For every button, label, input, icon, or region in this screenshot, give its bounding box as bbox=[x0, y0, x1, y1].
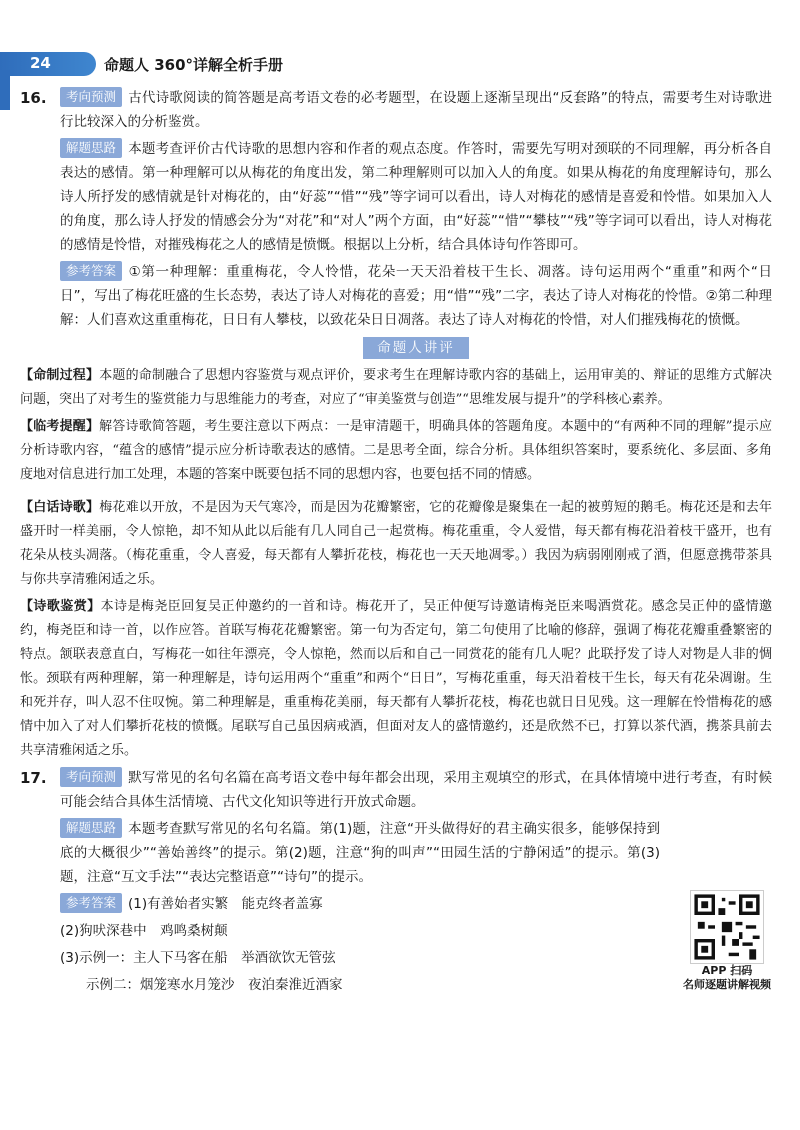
vernacular-label: 【白话诗歌】 bbox=[20, 500, 100, 515]
forecast-paragraph bbox=[60, 766, 772, 814]
tag-approach: 解题思路 bbox=[60, 818, 122, 838]
approach-text: 本题考查默写常见的名句名篇。第(1)题，注意“开头做得好的君主确实很多，能够保持到底的大概很少”“善始善终”的提示。第(2)题，注意“狗的叫声”“田园生活的宁静闲适”的提示。第(3)题，注意“互文手法”“表达完整语意”“诗句”的提示。 bbox=[60, 821, 660, 885]
question-number: 16. bbox=[20, 89, 47, 107]
question-17 bbox=[20, 766, 772, 997]
reminder-text: 解答诗歌简答题，考生要注意以下两点：一是审清题干，明确具体的答题角度。本题中的“有两种不同的理解”提示应分析诗歌内容，“蕴含的感情”提示应分析诗歌表达的感情。二是思考全面，综合分析。具体组织答案时，要系统化、多层面、多角度地对信息进行加工处理，本题的答案中既要包括不同的思想内容，也要包括不同的情感。 bbox=[20, 419, 772, 482]
question-number: 17. bbox=[20, 769, 47, 787]
question-16 bbox=[20, 86, 772, 332]
appreciation-label: 【诗歌鉴赏】 bbox=[20, 599, 101, 614]
approach-paragraph bbox=[60, 137, 772, 257]
qr-label-video: 名师逐题讲解视频 bbox=[683, 978, 771, 991]
process-label: 【命制过程】 bbox=[20, 368, 100, 383]
page-header bbox=[0, 40, 800, 90]
process-paragraph bbox=[20, 364, 772, 412]
reminder-paragraph bbox=[20, 415, 772, 487]
page-number-badge bbox=[0, 52, 96, 76]
tag-forecast: 考向预测 bbox=[60, 87, 122, 107]
answer-text: ①第一种理解：重重梅花，令人怜惜，花朵一天天沿着枝干生长、凋落。诗句运用两个“重重”和两个“日日”，写出了梅花旺盛的生长态势，表达了诗人对梅花的喜爱；用“惜”“残”二字，表达了诗人对梅花的怜惜。②第二种理解：人们喜欢这重重梅花，日日有人攀枝，以致花朵日日凋落。表达了诗人对梅花的怜惜，对人们摧残梅花的愤慨。 bbox=[60, 264, 772, 328]
tag-forecast: 考向预测 bbox=[60, 767, 122, 787]
tag-approach: 解题思路 bbox=[60, 138, 122, 158]
appreciation-paragraph bbox=[20, 595, 772, 763]
commentary-header bbox=[60, 336, 772, 360]
book-title: 命题人 360°详解全析手册 bbox=[104, 56, 284, 74]
page-number: 24 bbox=[30, 54, 51, 72]
tag-answer: 参考答案 bbox=[60, 261, 122, 281]
process-text: 本题的命制融合了思想内容鉴赏与观点评价，要求考生在理解诗歌内容的基础上，运用审美的、辩证的思维方式解决问题，突出了对考生的鉴赏能力与思维能力的考查，对应了“审美鉴赏与创造”“思维发展与提升”的学科核心素养。 bbox=[20, 368, 772, 407]
qr-code-graphic bbox=[691, 891, 763, 963]
forecast-text: 默写常见的名句名篇在高考语文卷中每年都会出现，采用主观填空的形式，在具体情境中进行考查，有时候可能会结合具体生活情境、古代文化知识等进行开放式命题。 bbox=[60, 770, 772, 810]
answer-3a: (3)示例一：主人下马客在船 举酒欲饮无管弦 bbox=[60, 950, 336, 966]
corner-decoration bbox=[0, 70, 10, 110]
appreciation-text: 本诗是梅尧臣回复吴正仲邀约的一首和诗。梅花开了，吴正仲便写诗邀请梅尧臣来喝酒赏花。感念吴正仲的盛情邀约，梅尧臣和诗一首，以作应答。首联写梅花花瓣繁密。第一句为否定句，第二句使用了比喻的修辞，强调了梅花花瓣重叠繁密的特点。颔联表意直白，写梅花一如往年漂亮，令人惊艳，然而以后和自己一同赏花的能有几人呢？此联抒发了诗人对物是人非的惆怅。颈联有两种理解，第一种理解是，诗句运用两个“重重”和两个“日日”，写梅花重重，每天沿着枝干生长，每天有花朵凋谢。生和死并存，叫人忍不住叹惋。第二种理解是，重重梅花美丽，每天都有人攀折花枝，梅花也就日日见残。这一理解在怜惜梅花的感情中加入了对人们攀折花枝的愤慨。尾联写自己虽因病戒酒，但面对友人的盛情邀约，还是欣然不已，打算以茶代酒，携茶具前去共享清雅闲适之乐。 bbox=[20, 599, 772, 758]
answer-paragraph bbox=[60, 892, 772, 916]
commentary-title: 命题人讲评 bbox=[363, 337, 469, 359]
approach-text: 本题考查评价古代诗歌的思想内容和作者的观点态度。作答时，需要先写明对颈联的不同理解，再分析各自表达的感情。第一种理解可以从梅花的角度出发，第二种理解则可以加入人的角度。如果从梅花的角度理解诗句，那么诗人所抒发的感情就是针对梅花的，由“好蕊”“惜”“残”等字词可以看出，诗人对梅花的感情是喜爱和怜惜。如果加入人的角度，那么诗人抒发的情感会分为“对花”和“对人”两个方面，由“好蕊”“惜”“攀枝”“残”等字词可以看出，诗人对梅花的感情是怜惜，对摧残梅花之人的感情是愤慨。根据以上分析，结合具体诗句作答即可。 bbox=[60, 141, 772, 253]
qr-label-app: APP 扫码 bbox=[701, 964, 753, 977]
answer-3b: 示例二：烟笼寒水月笼沙 夜泊秦淮近酒家 bbox=[86, 977, 343, 993]
answer-paragraph bbox=[60, 260, 772, 332]
commentary-section bbox=[20, 364, 772, 763]
qr-caption bbox=[672, 964, 782, 992]
qr-code-icon[interactable] bbox=[690, 890, 764, 964]
approach-paragraph bbox=[60, 817, 660, 889]
vernacular-text: 梅花难以开放，不是因为天气寒冷，而是因为花瓣繁密，它的花瓣像是聚集在一起的被剪短的鹅毛。梅花还是和去年盛开时一样美丽，令人惊艳，却不知从此以后能有几人同自己一起赏梅。梅花重重，令人爱惜，每天都有梅花沿着枝干盛开，也有花朵从枝头凋落。（梅花重重，令人喜爱，每天都有人攀折花枝，梅花也一天天地凋零。）我因为病弱刚刚戒了酒，但愿意携带茶具与你共享清雅闲适之乐。 bbox=[20, 500, 772, 587]
answer-2: (2)狗吠深巷中 鸡鸣桑树颠 bbox=[60, 923, 228, 939]
forecast-paragraph bbox=[60, 86, 772, 134]
answer-1: (1)有善始者实繁 能克终者盖寡 bbox=[128, 896, 323, 912]
page-content bbox=[20, 86, 772, 1000]
forecast-text: 古代诗歌阅读的简答题是高考语文卷的必考题型，在设题上逐渐呈现出“反套路”的特点，需要考生对诗歌进行比较深入的分析鉴赏。 bbox=[60, 90, 772, 130]
vernacular-paragraph bbox=[20, 496, 772, 592]
tag-answer: 参考答案 bbox=[60, 893, 122, 913]
reminder-label: 【临考提醒】 bbox=[20, 419, 100, 434]
